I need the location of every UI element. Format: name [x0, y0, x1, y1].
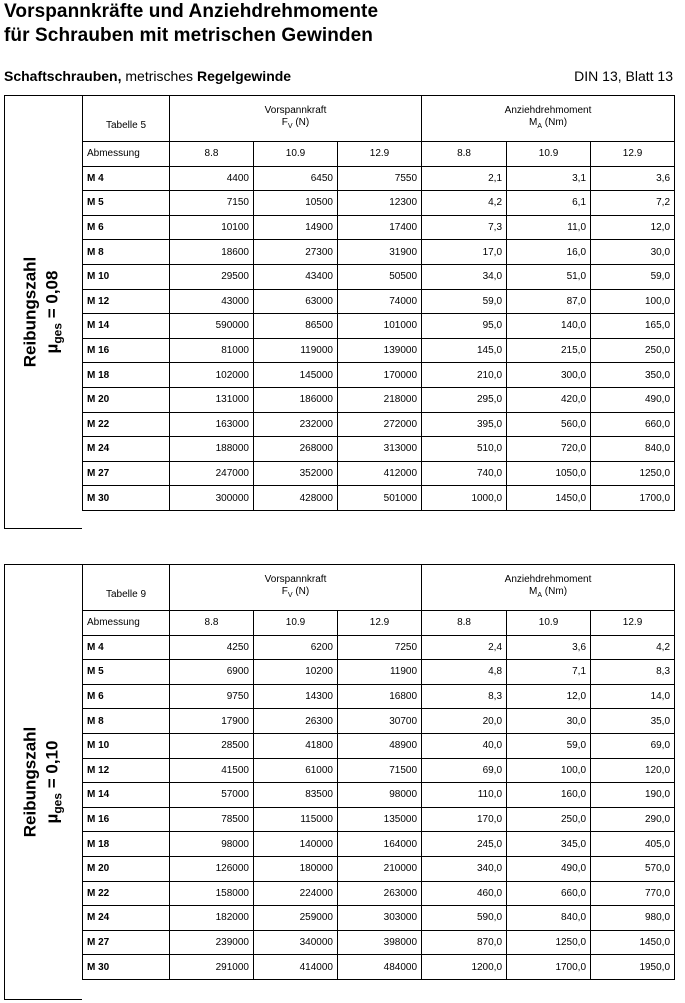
value-cell: 102000 — [170, 363, 254, 388]
value-cell: 3,1 — [507, 166, 591, 191]
value-cell: 126000 — [170, 856, 254, 881]
dimension-cell: M 16 — [83, 807, 170, 832]
table-row — [83, 684, 675, 709]
torque-table-block — [4, 95, 674, 529]
table-row — [83, 338, 675, 363]
value-cell: 8,3 — [422, 684, 507, 709]
page-title — [4, 0, 378, 48]
friction-label — [19, 257, 68, 368]
table-row — [83, 832, 675, 857]
dimension-cell: M 8 — [83, 709, 170, 734]
value-cell: 268000 — [254, 437, 338, 462]
table-label: Tabelle 5 — [83, 96, 170, 142]
value-cell: 7,3 — [422, 215, 507, 240]
value-cell: 490,0 — [507, 856, 591, 881]
value-cell: 30,0 — [591, 240, 675, 265]
friction-label-panel — [4, 564, 82, 1000]
value-cell: 48900 — [338, 733, 422, 758]
value-cell: 163000 — [170, 412, 254, 437]
value-cell: 59,0 — [591, 264, 675, 289]
value-cell: 28500 — [170, 733, 254, 758]
value-cell: 1700,0 — [591, 486, 675, 511]
value-cell: 100,0 — [507, 758, 591, 783]
dimension-cell: M 5 — [83, 660, 170, 685]
value-cell: 245,0 — [422, 832, 507, 857]
value-cell: 12,0 — [507, 684, 591, 709]
table-header-row — [83, 565, 675, 611]
table-row — [83, 461, 675, 486]
side-label: Reibungszahl — [19, 726, 39, 838]
value-cell: 560,0 — [507, 412, 591, 437]
value-cell: 2,4 — [422, 635, 507, 660]
value-cell: 352000 — [254, 461, 338, 486]
table-row — [83, 930, 675, 955]
value-cell: 165,0 — [591, 314, 675, 339]
table-row — [83, 906, 675, 931]
value-cell: 1250,0 — [591, 461, 675, 486]
mu-label: µ$_{ges}$ = 0,08 — [41, 270, 65, 354]
value-cell: 26300 — [254, 709, 338, 734]
values-table — [82, 564, 675, 980]
dimension-cell: M 6 — [83, 684, 170, 709]
value-cell: 31900 — [338, 240, 422, 265]
value-cell: 18600 — [170, 240, 254, 265]
value-cell: 115000 — [254, 807, 338, 832]
value-cell: 61000 — [254, 758, 338, 783]
value-cell: 840,0 — [507, 906, 591, 931]
table-row — [83, 289, 675, 314]
value-cell: 350,0 — [591, 363, 675, 388]
value-cell: 170000 — [338, 363, 422, 388]
table-row — [83, 215, 675, 240]
value-cell: 405,0 — [591, 832, 675, 857]
value-cell: 303000 — [338, 906, 422, 931]
value-cell: 770,0 — [591, 881, 675, 906]
value-cell: 4,8 — [422, 660, 507, 685]
value-cell: 27300 — [254, 240, 338, 265]
grade-header: 12.9 — [591, 142, 675, 167]
value-cell: 290,0 — [591, 807, 675, 832]
value-cell: 100,0 — [591, 289, 675, 314]
value-cell: 239000 — [170, 930, 254, 955]
value-cell: 7,2 — [591, 191, 675, 216]
value-cell: 14,0 — [591, 684, 675, 709]
value-cell: 69,0 — [422, 758, 507, 783]
value-cell: 74000 — [338, 289, 422, 314]
value-cell: 86500 — [254, 314, 338, 339]
value-cell: 57000 — [170, 783, 254, 808]
dimension-cell: M 5 — [83, 191, 170, 216]
value-cell: 215,0 — [507, 338, 591, 363]
value-cell: 10200 — [254, 660, 338, 685]
table-row — [83, 240, 675, 265]
value-cell: 460,0 — [422, 881, 507, 906]
value-cell: 980,0 — [591, 906, 675, 931]
title-line-2: für Schrauben mit metrischen Gewinden — [4, 25, 373, 46]
din-reference: DIN 13, Blatt 13 — [574, 68, 673, 84]
value-cell: 160,0 — [507, 783, 591, 808]
value-cell: 59,0 — [422, 289, 507, 314]
table-row — [83, 758, 675, 783]
table-label: Tabelle 9 — [83, 565, 170, 611]
torque-header: Anziehdrehmoment $M_A$ (Nm) — [422, 565, 675, 611]
value-cell: 50500 — [338, 264, 422, 289]
table-row — [83, 486, 675, 511]
dimension-cell: M 30 — [83, 486, 170, 511]
dimension-cell: M 10 — [83, 733, 170, 758]
values-table — [82, 95, 675, 511]
grade-header: 10.9 — [507, 142, 591, 167]
value-cell: 10100 — [170, 215, 254, 240]
table-row — [83, 709, 675, 734]
value-cell: 78500 — [170, 807, 254, 832]
preload-header: Vorspannkraft $F_V$ (N) — [170, 96, 422, 142]
value-cell: 395,0 — [422, 412, 507, 437]
value-cell: 660,0 — [591, 412, 675, 437]
value-cell: 87,0 — [507, 289, 591, 314]
value-cell: 590000 — [170, 314, 254, 339]
value-cell: 139000 — [338, 338, 422, 363]
value-cell: 188000 — [170, 437, 254, 462]
value-cell: 210000 — [338, 856, 422, 881]
dimension-cell: M 14 — [83, 314, 170, 339]
dimension-cell: M 20 — [83, 856, 170, 881]
value-cell: 510,0 — [422, 437, 507, 462]
value-cell: 12300 — [338, 191, 422, 216]
dimension-cell: M 6 — [83, 215, 170, 240]
value-cell: 34,0 — [422, 264, 507, 289]
value-cell: 43000 — [170, 289, 254, 314]
value-cell: 98000 — [338, 783, 422, 808]
value-cell: 4400 — [170, 166, 254, 191]
value-cell: 110,0 — [422, 783, 507, 808]
value-cell: 51,0 — [507, 264, 591, 289]
value-cell: 4,2 — [591, 635, 675, 660]
value-cell: 29500 — [170, 264, 254, 289]
mu-label: µ$_{ges}$ = 0,10 — [41, 740, 65, 824]
value-cell: 660,0 — [507, 881, 591, 906]
friction-label-panel — [4, 95, 82, 529]
dimension-cell: M 10 — [83, 264, 170, 289]
value-cell: 101000 — [338, 314, 422, 339]
value-cell: 81000 — [170, 338, 254, 363]
value-cell: 41500 — [170, 758, 254, 783]
value-cell: 10500 — [254, 191, 338, 216]
value-cell: 3,6 — [507, 635, 591, 660]
value-cell: 1250,0 — [507, 930, 591, 955]
subtitle-bold-2: Regelgewinde — [196, 68, 292, 84]
dimension-cell: M 12 — [83, 289, 170, 314]
value-cell: 14300 — [254, 684, 338, 709]
value-cell: 420,0 — [507, 387, 591, 412]
value-cell: 140,0 — [507, 314, 591, 339]
value-cell: 43400 — [254, 264, 338, 289]
grade-header: 10.9 — [507, 611, 591, 636]
value-cell: 1000,0 — [422, 486, 507, 511]
value-cell: 570,0 — [591, 856, 675, 881]
grade-header: 8.8 — [170, 142, 254, 167]
value-cell: 398000 — [338, 930, 422, 955]
value-cell: 180000 — [254, 856, 338, 881]
value-cell: 6900 — [170, 660, 254, 685]
value-cell: 186000 — [254, 387, 338, 412]
dimension-cell: M 24 — [83, 437, 170, 462]
dimension-cell: M 4 — [83, 166, 170, 191]
value-cell: 340000 — [254, 930, 338, 955]
value-cell: 40,0 — [422, 733, 507, 758]
dimension-cell: M 18 — [83, 363, 170, 388]
value-cell: 135000 — [338, 807, 422, 832]
value-cell: 14900 — [254, 215, 338, 240]
value-cell: 295,0 — [422, 387, 507, 412]
value-cell: 259000 — [254, 906, 338, 931]
table-row — [83, 437, 675, 462]
value-cell: 35,0 — [591, 709, 675, 734]
value-cell: 41800 — [254, 733, 338, 758]
value-cell: 272000 — [338, 412, 422, 437]
value-cell: 300000 — [170, 486, 254, 511]
grade-header: 8.8 — [422, 142, 507, 167]
table-header-row — [83, 96, 675, 142]
value-cell: 95,0 — [422, 314, 507, 339]
value-cell: 1450,0 — [591, 930, 675, 955]
value-cell: 1700,0 — [507, 955, 591, 980]
preload-header: Vorspannkraft $F_V$ (N) — [170, 565, 422, 611]
grade-header: 10.9 — [254, 611, 338, 636]
table-row — [83, 387, 675, 412]
value-cell: 3,6 — [591, 166, 675, 191]
value-cell: 250,0 — [591, 338, 675, 363]
subtitle-normal: metrisches — [121, 68, 197, 84]
friction-label — [19, 727, 68, 838]
value-cell: 218000 — [338, 387, 422, 412]
dimension-cell: M 30 — [83, 955, 170, 980]
grade-header: 8.8 — [422, 611, 507, 636]
value-cell: 232000 — [254, 412, 338, 437]
table-row — [83, 660, 675, 685]
table-row — [83, 635, 675, 660]
table-row — [83, 264, 675, 289]
side-label: Reibungszahl — [19, 256, 39, 368]
table-row — [83, 955, 675, 980]
value-cell: 720,0 — [507, 437, 591, 462]
value-cell: 484000 — [338, 955, 422, 980]
value-cell: 340,0 — [422, 856, 507, 881]
table-row — [83, 314, 675, 339]
value-cell: 120,0 — [591, 758, 675, 783]
table-row — [83, 856, 675, 881]
value-cell: 190,0 — [591, 783, 675, 808]
value-cell: 12,0 — [591, 215, 675, 240]
table-row — [83, 881, 675, 906]
value-cell: 9750 — [170, 684, 254, 709]
value-cell: 170,0 — [422, 807, 507, 832]
value-cell: 501000 — [338, 486, 422, 511]
torque-header: Anziehdrehmoment $M_A$ (Nm) — [422, 96, 675, 142]
value-cell: 59,0 — [507, 733, 591, 758]
value-cell: 4250 — [170, 635, 254, 660]
grade-header: 12.9 — [338, 142, 422, 167]
value-cell: 490,0 — [591, 387, 675, 412]
value-cell: 870,0 — [422, 930, 507, 955]
value-cell: 30,0 — [507, 709, 591, 734]
value-cell: 131000 — [170, 387, 254, 412]
value-cell: 740,0 — [422, 461, 507, 486]
table-row — [83, 783, 675, 808]
value-cell: 263000 — [338, 881, 422, 906]
value-cell: 7550 — [338, 166, 422, 191]
value-cell: 1050,0 — [507, 461, 591, 486]
value-cell: 119000 — [254, 338, 338, 363]
value-cell: 428000 — [254, 486, 338, 511]
table-row — [83, 191, 675, 216]
grade-header: 8.8 — [170, 611, 254, 636]
value-cell: 2,1 — [422, 166, 507, 191]
value-cell: 182000 — [170, 906, 254, 931]
value-cell: 6200 — [254, 635, 338, 660]
dimension-column-header: Abmessung — [83, 611, 170, 636]
value-cell: 313000 — [338, 437, 422, 462]
value-cell: 224000 — [254, 881, 338, 906]
value-cell: 412000 — [338, 461, 422, 486]
dimension-cell: M 22 — [83, 881, 170, 906]
value-cell: 210,0 — [422, 363, 507, 388]
value-cell: 63000 — [254, 289, 338, 314]
value-cell: 11900 — [338, 660, 422, 685]
value-cell: 590,0 — [422, 906, 507, 931]
value-cell: 247000 — [170, 461, 254, 486]
value-cell: 17400 — [338, 215, 422, 240]
subtitle — [4, 68, 291, 84]
dimension-cell: M 18 — [83, 832, 170, 857]
value-cell: 291000 — [170, 955, 254, 980]
dimension-cell: M 8 — [83, 240, 170, 265]
table-row — [83, 807, 675, 832]
grade-header: 12.9 — [338, 611, 422, 636]
value-cell: 71500 — [338, 758, 422, 783]
dimension-cell: M 12 — [83, 758, 170, 783]
grade-header-row — [83, 611, 675, 636]
value-cell: 840,0 — [591, 437, 675, 462]
dimension-cell: M 27 — [83, 930, 170, 955]
grade-header-row — [83, 142, 675, 167]
torque-table-block — [4, 564, 674, 1000]
value-cell: 1450,0 — [507, 486, 591, 511]
value-cell: 414000 — [254, 955, 338, 980]
value-cell: 7150 — [170, 191, 254, 216]
dimension-column-header: Abmessung — [83, 142, 170, 167]
dimension-cell: M 27 — [83, 461, 170, 486]
value-cell: 145000 — [254, 363, 338, 388]
table-row — [83, 733, 675, 758]
title-line-1: Vorspannkräfte und Anziehdrehmomente — [4, 1, 379, 22]
grade-header: 12.9 — [591, 611, 675, 636]
value-cell: 8,3 — [591, 660, 675, 685]
value-cell: 7250 — [338, 635, 422, 660]
value-cell: 1200,0 — [422, 955, 507, 980]
table-row — [83, 363, 675, 388]
value-cell: 6450 — [254, 166, 338, 191]
value-cell: 16,0 — [507, 240, 591, 265]
value-cell: 4,2 — [422, 191, 507, 216]
value-cell: 1950,0 — [591, 955, 675, 980]
value-cell: 16800 — [338, 684, 422, 709]
table-row — [83, 412, 675, 437]
value-cell: 145,0 — [422, 338, 507, 363]
value-cell: 250,0 — [507, 807, 591, 832]
value-cell: 17,0 — [422, 240, 507, 265]
value-cell: 30700 — [338, 709, 422, 734]
value-cell: 7,1 — [507, 660, 591, 685]
value-cell: 11,0 — [507, 215, 591, 240]
dimension-cell: M 22 — [83, 412, 170, 437]
dimension-cell: M 4 — [83, 635, 170, 660]
value-cell: 140000 — [254, 832, 338, 857]
value-cell: 83500 — [254, 783, 338, 808]
table-row — [83, 166, 675, 191]
value-cell: 164000 — [338, 832, 422, 857]
dimension-cell: M 14 — [83, 783, 170, 808]
dimension-cell: M 20 — [83, 387, 170, 412]
value-cell: 20,0 — [422, 709, 507, 734]
value-cell: 17900 — [170, 709, 254, 734]
grade-header: 10.9 — [254, 142, 338, 167]
value-cell: 345,0 — [507, 832, 591, 857]
value-cell: 6,1 — [507, 191, 591, 216]
dimension-cell: M 16 — [83, 338, 170, 363]
value-cell: 300,0 — [507, 363, 591, 388]
dimension-cell: M 24 — [83, 906, 170, 931]
value-cell: 158000 — [170, 881, 254, 906]
subtitle-bold-1: Schaftschrauben, — [4, 68, 122, 84]
value-cell: 98000 — [170, 832, 254, 857]
value-cell: 69,0 — [591, 733, 675, 758]
